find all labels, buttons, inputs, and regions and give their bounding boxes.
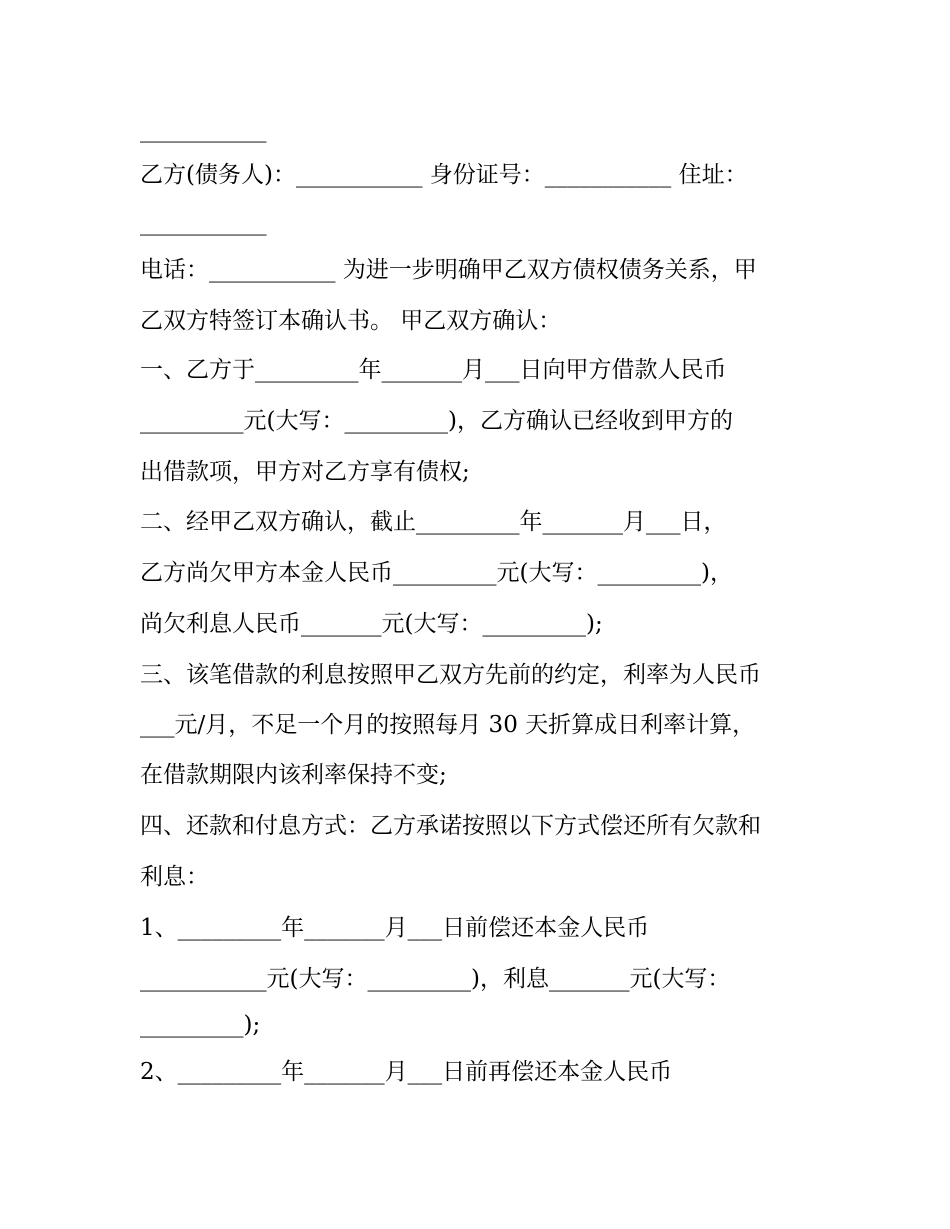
text-line: 出借款项，甲方对乙方享有债权; xyxy=(140,459,470,485)
text-line: 1、_________年_______月___日前偿还本金人民币 xyxy=(140,915,650,941)
text-line: _________); xyxy=(140,1012,261,1038)
text-line: ___________ xyxy=(140,210,267,236)
text-line: 乙方尚欠甲方本金人民币_________元(大写：_________)， xyxy=(140,560,733,586)
text-line: 乙方(债务人)：___________ 身份证号：___________ 住址： xyxy=(140,162,748,188)
text-line: 四、还款和付息方式：乙方承诺按照以下方式偿还所有欠款和 xyxy=(140,813,761,839)
text-line: 利息： xyxy=(140,864,209,890)
text-line: 三、该笔借款的利息按照甲乙双方先前的约定，利率为人民币 xyxy=(140,662,761,688)
text-line: 乙双方特签订本确认书。 甲乙双方确认： xyxy=(140,308,562,334)
text-line: 2、_________年_______月___日前再偿还本金人民币 xyxy=(140,1059,673,1085)
text-line: 尚欠利息人民币_______元(大写：_________); xyxy=(140,611,603,637)
text-line: ___元/月，不足一个月的按照每月 30 天折算成日利率计算， xyxy=(140,712,756,738)
text-line: 一、乙方于_________年_______月___日向甲方借款人民币 xyxy=(140,357,727,383)
text-line: _________元(大写：_________)，乙方确认已经收到甲方的 xyxy=(140,408,733,434)
text-line: ___________元(大写：_________)，利息_______元(大写： xyxy=(140,966,731,992)
text-line: ___________ xyxy=(140,117,267,143)
text-line: 电话：___________ 为进一步明确甲乙双方债权债务关系，甲 xyxy=(140,257,757,283)
text-line: 在借款期限内该利率保持不变; xyxy=(140,762,447,788)
text-line: 二、经甲乙双方确认，截止_________年_______月___日， xyxy=(140,509,727,535)
